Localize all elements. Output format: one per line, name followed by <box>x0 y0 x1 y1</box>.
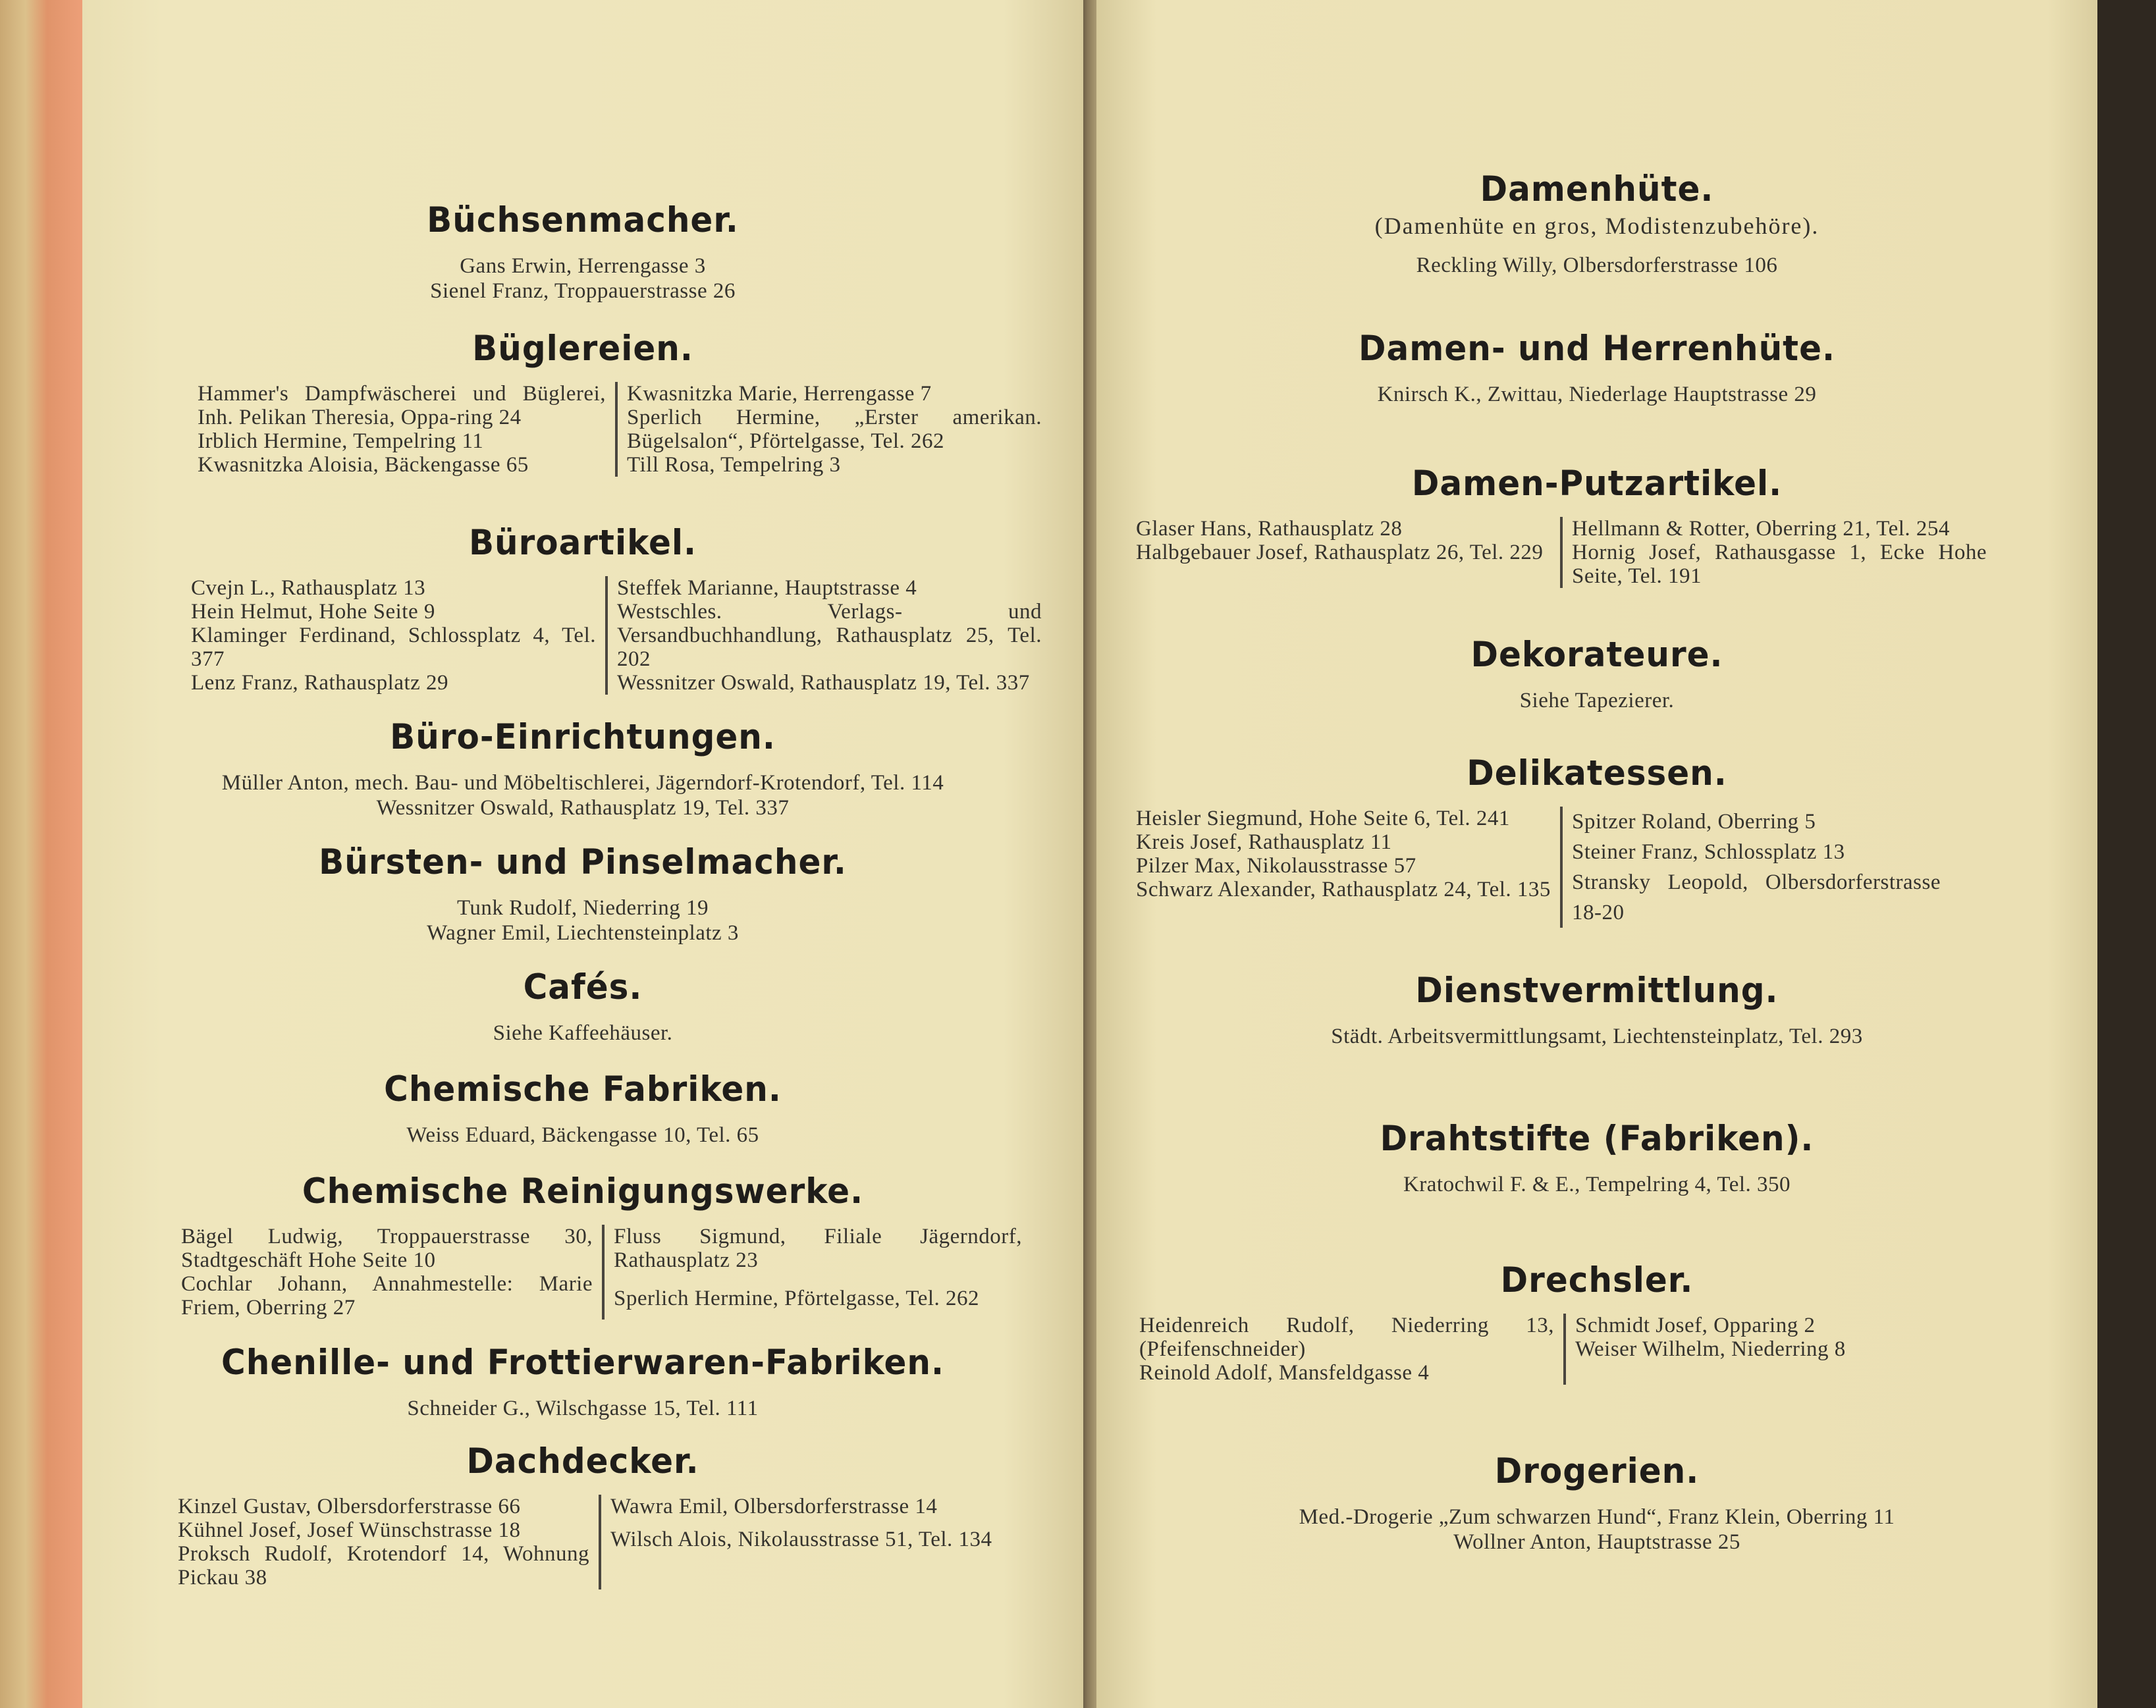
entry-line: Kratochwil F. & E., Tempelring 4, Tel. 350 <box>1403 1173 1791 1196</box>
entry: Hammer's Dampfwäscherei und Büglerei, Inh. Pelikan Theresia, Oppa-ring 24 <box>198 382 606 429</box>
entry: Cochlar Johann, Annahmestelle: Marie Friem, Oberring 27 <box>181 1272 593 1320</box>
column-divider <box>1563 1314 1566 1385</box>
entry-column <box>181 1225 593 1320</box>
entry-column <box>617 576 1042 695</box>
section-heading: Damen- und Herrenhüte. <box>1359 328 1835 369</box>
entry-line: Müller Anton, mech. Bau- und Möbeltischlerei, Jägerndorf-Krotendorf, Tel. 114 <box>221 771 944 795</box>
entry: Steiner Franz, Schlossplatz 13 <box>1572 840 1845 864</box>
entry: Hein Helmut, Hohe Seite 9 <box>191 600 435 624</box>
entry-column <box>627 382 1042 477</box>
entry: Heidenreich Rudolf, Niederring 13, (Pfeifenschneider) <box>1139 1314 1554 1361</box>
two-column-entries <box>1139 1314 2088 1385</box>
column-divider <box>605 576 608 695</box>
section-heading: Cafés. <box>523 967 643 1007</box>
column-divider <box>615 382 618 477</box>
entry: Sperlich Hermine, „Erster amerikan. Bügelsalon“, Pförtelgasse, Tel. 262 <box>627 406 1042 453</box>
entry: Till Rosa, Tempelring 3 <box>627 453 841 477</box>
entry-column <box>178 1495 589 1589</box>
entry: Westschles. Verlags- und Versandbuchhandlung, Rathausplatz 25, Tel. 202 <box>617 600 1042 671</box>
entry-column <box>1572 807 1941 928</box>
section-heading: Damenhüte. <box>1480 169 1714 209</box>
entry-column <box>191 576 596 695</box>
column-divider <box>599 1495 601 1589</box>
entry: Klaminger Ferdinand, Schlossplatz 4, Tel. 377 <box>191 624 596 671</box>
entry: Stransky Leopold, Olbersdorferstrasse 18-20 <box>1572 870 1941 924</box>
entry-line: Reckling Willy, Olbersdorferstrasse 106 <box>1416 254 1778 277</box>
section-heading: Büroartikel. <box>468 522 697 563</box>
section-damen-putzartikel <box>1096 464 2097 588</box>
entry: Kinzel Gustav, Olbersdorferstrasse 66 <box>178 1495 521 1518</box>
entry-line: Gans Erwin, Herrengasse 3 <box>460 254 706 278</box>
section-drahtstifte <box>1096 1119 2097 1197</box>
entry: Hellmann & Rotter, Oberring 21, Tel. 254 <box>1572 517 1950 541</box>
entry-column <box>1136 807 1551 901</box>
section-cafes <box>82 968 1083 1046</box>
two-column-entries <box>1136 517 2084 588</box>
section-chenille-frottierwaren <box>82 1343 1083 1421</box>
entry: Reinold Adolf, Mansfeldgasse 4 <box>1139 1361 1430 1385</box>
entry-line: Tunk Rudolf, Niederring 19 <box>456 896 709 920</box>
entry-line: Knirsch K., Zwittau, Niederlage Hauptstrasse 29 <box>1377 383 1817 406</box>
entry-line: Wessnitzer Oswald, Rathausplatz 19, Tel. 337 <box>376 796 790 820</box>
entry: Weiser Wilhelm, Niederring 8 <box>1575 1337 1846 1361</box>
section-heading: Dekorateure. <box>1470 634 1723 675</box>
section-damen-herrenhuete <box>1096 329 2097 407</box>
two-column-entries <box>181 1225 1116 1320</box>
section-buersten-pinselmacher <box>82 843 1083 946</box>
entry-column <box>1572 517 1987 588</box>
entry: Glaser Hans, Rathausplatz 28 <box>1136 517 1403 541</box>
entry: Lenz Franz, Rathausplatz 29 <box>191 671 449 695</box>
section-drechsler <box>1096 1261 2097 1385</box>
entry-line: Wagner Emil, Liechtensteinplatz 3 <box>427 921 739 945</box>
entry: Cvejn L., Rathausplatz 13 <box>191 576 426 600</box>
entry: Halbgebauer Josef, Rathausplatz 26, Tel. 229 <box>1136 541 1544 564</box>
section-heading: Büchsenmacher. <box>427 200 739 240</box>
entry: Heisler Siegmund, Hohe Seite 6, Tel. 241 <box>1136 807 1510 830</box>
section-heading: Chenille- und Frottierwaren-Fabriken. <box>221 1342 944 1383</box>
section-bueroartikel <box>82 523 1083 695</box>
entry: Proksch Rudolf, Krotendorf 14, Wohnung Pickau 38 <box>178 1542 589 1589</box>
entry: Pilzer Max, Nikolausstrasse 57 <box>1136 854 1416 878</box>
entry: Kreis Josef, Rathausplatz 11 <box>1136 830 1392 854</box>
book-page-edges <box>0 0 86 1708</box>
section-buero-einrichtungen <box>82 718 1083 820</box>
two-column-entries <box>198 382 1133 477</box>
section-heading: Damen-Putzartikel. <box>1411 463 1783 504</box>
entry: Schwarz Alexander, Rathausplatz 24, Tel. 135 <box>1136 878 1551 901</box>
section-drogerien <box>1096 1452 2097 1555</box>
section-chemische-fabriken <box>82 1070 1083 1148</box>
section-dienstvermittlung <box>1096 971 2097 1049</box>
section-chemische-reinigungswerke <box>82 1172 1083 1320</box>
two-column-entries <box>1136 807 2084 928</box>
entry-column <box>1139 1314 1554 1385</box>
entry: Bägel Ludwig, Troppauerstrasse 30, Stadtgeschäft Hohe Seite 10 <box>181 1225 593 1272</box>
entry: Irblich Hermine, Tempelring 11 <box>198 429 484 453</box>
section-heading: Delikatessen. <box>1467 753 1727 793</box>
two-column-entries <box>178 1495 1113 1589</box>
section-heading: Dienstvermittlung. <box>1415 970 1779 1011</box>
column-divider <box>1560 517 1563 588</box>
entry: Spitzer Roland, Oberring 5 <box>1572 810 1816 834</box>
entry: Sperlich Hermine, Pförtelgasse, Tel. 262 <box>614 1287 980 1310</box>
entry: Schmidt Josef, Opparing 2 <box>1575 1314 1816 1337</box>
entry: Wilsch Alois, Nikolausstrasse 51, Tel. 134 <box>610 1528 992 1551</box>
entry-line: Schneider G., Wilschgasse 15, Tel. 111 <box>407 1397 759 1420</box>
column-divider <box>602 1225 605 1320</box>
entry: Wessnitzer Oswald, Rathausplatz 19, Tel. 337 <box>617 671 1030 695</box>
entry-line: Weiss Eduard, Bäckengasse 10, Tel. 65 <box>406 1123 759 1147</box>
section-heading: Chemische Reinigungswerke. <box>302 1171 864 1212</box>
section-heading: Drechsler. <box>1500 1260 1694 1300</box>
section-heading: Chemische Fabriken. <box>384 1069 782 1109</box>
book-right-edge <box>2097 0 2156 1708</box>
entry: Kwasnitzka Aloisia, Bäckengasse 65 <box>198 453 529 477</box>
entry: Steffek Marianne, Hauptstrasse 4 <box>617 576 917 600</box>
section-subheading: (Damenhüte en gros, Modistenzubehöre). <box>1374 213 1819 239</box>
entry-line: Med.-Drogerie „Zum schwarzen Hund“, Franz Klein, Oberring 11 <box>1299 1505 1895 1529</box>
entry-line: Wollner Anton, Hauptstrasse 25 <box>1453 1530 1740 1554</box>
section-delikatessen <box>1096 754 2097 928</box>
entry: Hornig Josef, Rathausgasse 1, Ecke Hohe Seite, Tel. 191 <box>1572 541 1987 588</box>
entry: Fluss Sigmund, Filiale Jägerndorf, Rathausplatz 23 <box>614 1225 1022 1272</box>
left-page <box>82 0 1083 1708</box>
entry-column <box>1575 1314 1944 1361</box>
section-buechsenmacher <box>82 201 1083 304</box>
section-heading: Drahtstifte (Fabriken). <box>1380 1118 1814 1159</box>
section-heading: Dachdecker. <box>466 1441 699 1481</box>
column-divider <box>1560 807 1563 928</box>
entry-column <box>198 382 606 477</box>
entry-column <box>610 1495 1019 1551</box>
right-page <box>1096 0 2097 1708</box>
section-heading: Büro-Einrichtungen. <box>390 716 776 757</box>
section-dachdecker <box>82 1442 1083 1589</box>
entry-line: Städt. Arbeitsvermittlungsamt, Liechtensteinplatz, Tel. 293 <box>1331 1025 1863 1048</box>
section-damenhuete <box>1096 170 2097 278</box>
entry: Kwasnitzka Marie, Herrengasse 7 <box>627 382 932 406</box>
section-heading: Bürsten- und Pinselmacher. <box>319 841 847 882</box>
entry-column <box>614 1225 1022 1310</box>
two-column-entries <box>191 576 1126 695</box>
entry-line: Siehe Tapezierer. <box>1519 689 1675 712</box>
entry-line: Siehe Kaffeehäuser. <box>493 1021 673 1045</box>
entry-column <box>1136 517 1551 564</box>
section-dekorateure <box>1096 635 2097 713</box>
entry: Kühnel Josef, Josef Wünschstrasse 18 <box>178 1518 521 1542</box>
entry: Wawra Emil, Olbersdorferstrasse 14 <box>610 1495 938 1518</box>
section-heading: Büglereien. <box>472 328 693 369</box>
section-buegleerien <box>82 329 1083 477</box>
entry-line: Sienel Franz, Troppauerstrasse 26 <box>430 279 736 303</box>
section-heading: Drogerien. <box>1494 1451 1700 1491</box>
